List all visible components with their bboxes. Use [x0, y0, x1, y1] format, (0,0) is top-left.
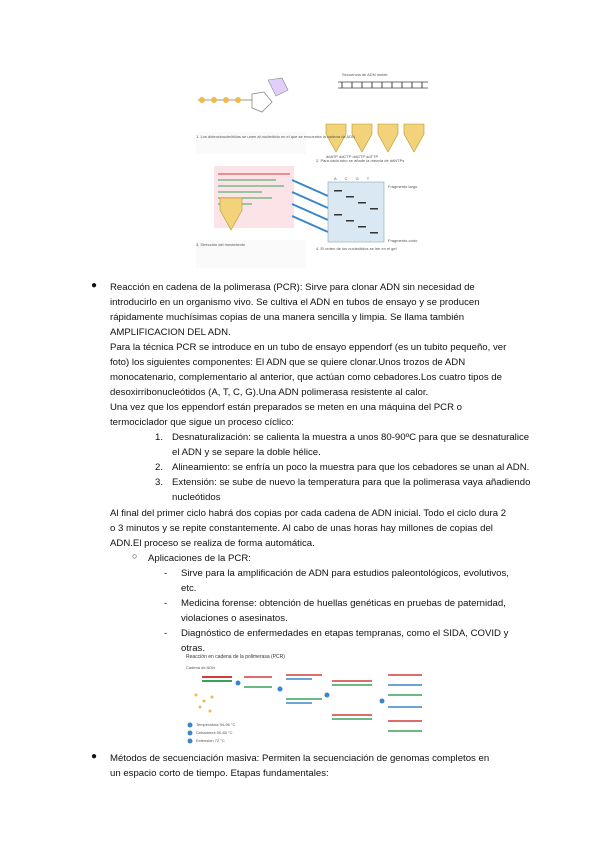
body-line: foto) los siguientes componentes: El ADN que se quiere clonar.Unos trozos de ADN [110, 357, 466, 368]
app-text: Diagnóstico de enfermedades en etapas tempranas, como el SIDA, COVID y [181, 628, 509, 639]
pcr-step-markers [236, 681, 385, 704]
legend-extension: Extensión 72 °C [196, 738, 225, 743]
dash: - [164, 628, 168, 639]
sanger-sequencing-figure [192, 70, 436, 270]
gel-label-bottom: Fragmento corto [388, 238, 418, 243]
nucleotide-dots [195, 694, 214, 713]
step-number: 2. [155, 462, 164, 473]
caption-3: 3. Dirección del movimiento [196, 242, 246, 247]
step-text: el ADN y se separe la doble hélice. [172, 447, 321, 458]
label-tubes: ddATP ddCTP ddGTP ddTTP [326, 154, 379, 159]
bullet-dot: ● [91, 280, 98, 291]
dash: - [164, 568, 168, 579]
app-text: etc. [181, 583, 197, 594]
body-line: AMPLIFICACION DEL ADN. [110, 327, 231, 338]
step-text: Alineamiento: se enfría un poco la muestra para que los cebadores se unan al ADN. [172, 462, 530, 473]
body-line: introducirlo en un organismo vivo. Se cultiva el ADN en tubos de ensayo y se producen [110, 297, 480, 308]
body-line: rápidamente muchísimas copias de una manera sencilla y limpia. Se llama también [110, 312, 465, 323]
step-text: Extensión: se sube de nuevo la temperatura para que la polimerasa vaya añadiendo [172, 477, 531, 488]
step-number: 1. [155, 432, 164, 443]
body-line: o 3 minutos y se repite constantemente. Al cabo de unas horas hay millones de copias del [110, 523, 493, 534]
legend-annealing: Cebadores 50-65 °C [196, 730, 233, 735]
step-number: 3. [155, 477, 164, 488]
app-text: Sirve para la amplificación de ADN para estudios paleontológicos, evolutivos, [181, 568, 509, 579]
label-template: Secuencia de ADN molde [342, 72, 388, 77]
app-text: violaciones o asesinatos. [181, 613, 288, 624]
pcr-title-line: Reacción en cadena de la polimerasa (PCR): Sirve para clonar ADN sin necesidad de [110, 282, 475, 293]
caption-2: 2. Para cada tubo se añade la mezcla de ddNTPs [316, 158, 405, 163]
sequencing-title-line: Métodos de secuenciación masiva: Permiten la secuenciación de genomas completos en [110, 753, 490, 764]
legend-denaturation: Temperatura 94-96 °C [196, 722, 236, 727]
caption-4: 4. El orden de los nucleótidos se lee en el gel [316, 246, 397, 251]
app-text: Medicina forense: obtención de huellas genéticas en pruebas de paternidad, [181, 598, 506, 609]
body-line: un espacio corto de tiempo. Etapas fundamentales: [110, 768, 329, 779]
label-dna: Cadena de ADN [186, 665, 215, 670]
step-text: Desnaturalización: se calienta la muestra a unos 80-90ºC para que se desnaturalice [172, 432, 530, 443]
nucleotide-chain [198, 78, 288, 112]
dash: - [164, 598, 168, 609]
pcr-figure-title: Reacción en cadena de la polimerasa (PCR) [186, 654, 285, 660]
body-line: termociclador que sigue un proceso cíclico: [110, 417, 294, 428]
circle-bullet: ○ [132, 551, 138, 561]
migration-arrows [292, 180, 328, 232]
step-text: nucleótidos [172, 492, 221, 503]
body-line: monocatenario, complementario al anterior, que actúan como cebadores.Los cuatro tipos de [110, 372, 502, 383]
apps-title: Aplicaciones de la PCR: [148, 553, 251, 564]
body-line: Al final del primer ciclo habrá dos copias por cada cadena de ADN inicial. Todo el ciclo dura 2 [110, 508, 507, 519]
legend-dots [188, 723, 193, 744]
app-text: otras. [181, 643, 205, 654]
body-line: Para la técnica PCR se introduce en un tubo de ensayo eppendorf (es un tubito pequeño, ver [110, 342, 507, 353]
gel-columns: ACGT [334, 176, 378, 181]
body-line: Una vez que los eppendorf están preparados se meten en una máquina del PCR o [110, 402, 462, 413]
dna-template-ruler [338, 82, 428, 88]
body-line: desoxirribonucleótidos (A, T, C, G).Una ADN polimerasa resistente al calor. [110, 387, 429, 398]
gel-label-top: Fragmento largo [388, 184, 418, 189]
bullet-dot: ● [91, 751, 98, 762]
caption-1: 1. Los dideoxinucleótidos se unen al nucleótido en el que se encuentra la cadena de ADN [196, 134, 356, 139]
body-line: ADN.El proceso se realiza de forma automática. [110, 538, 315, 549]
pcr-figure [182, 655, 434, 755]
